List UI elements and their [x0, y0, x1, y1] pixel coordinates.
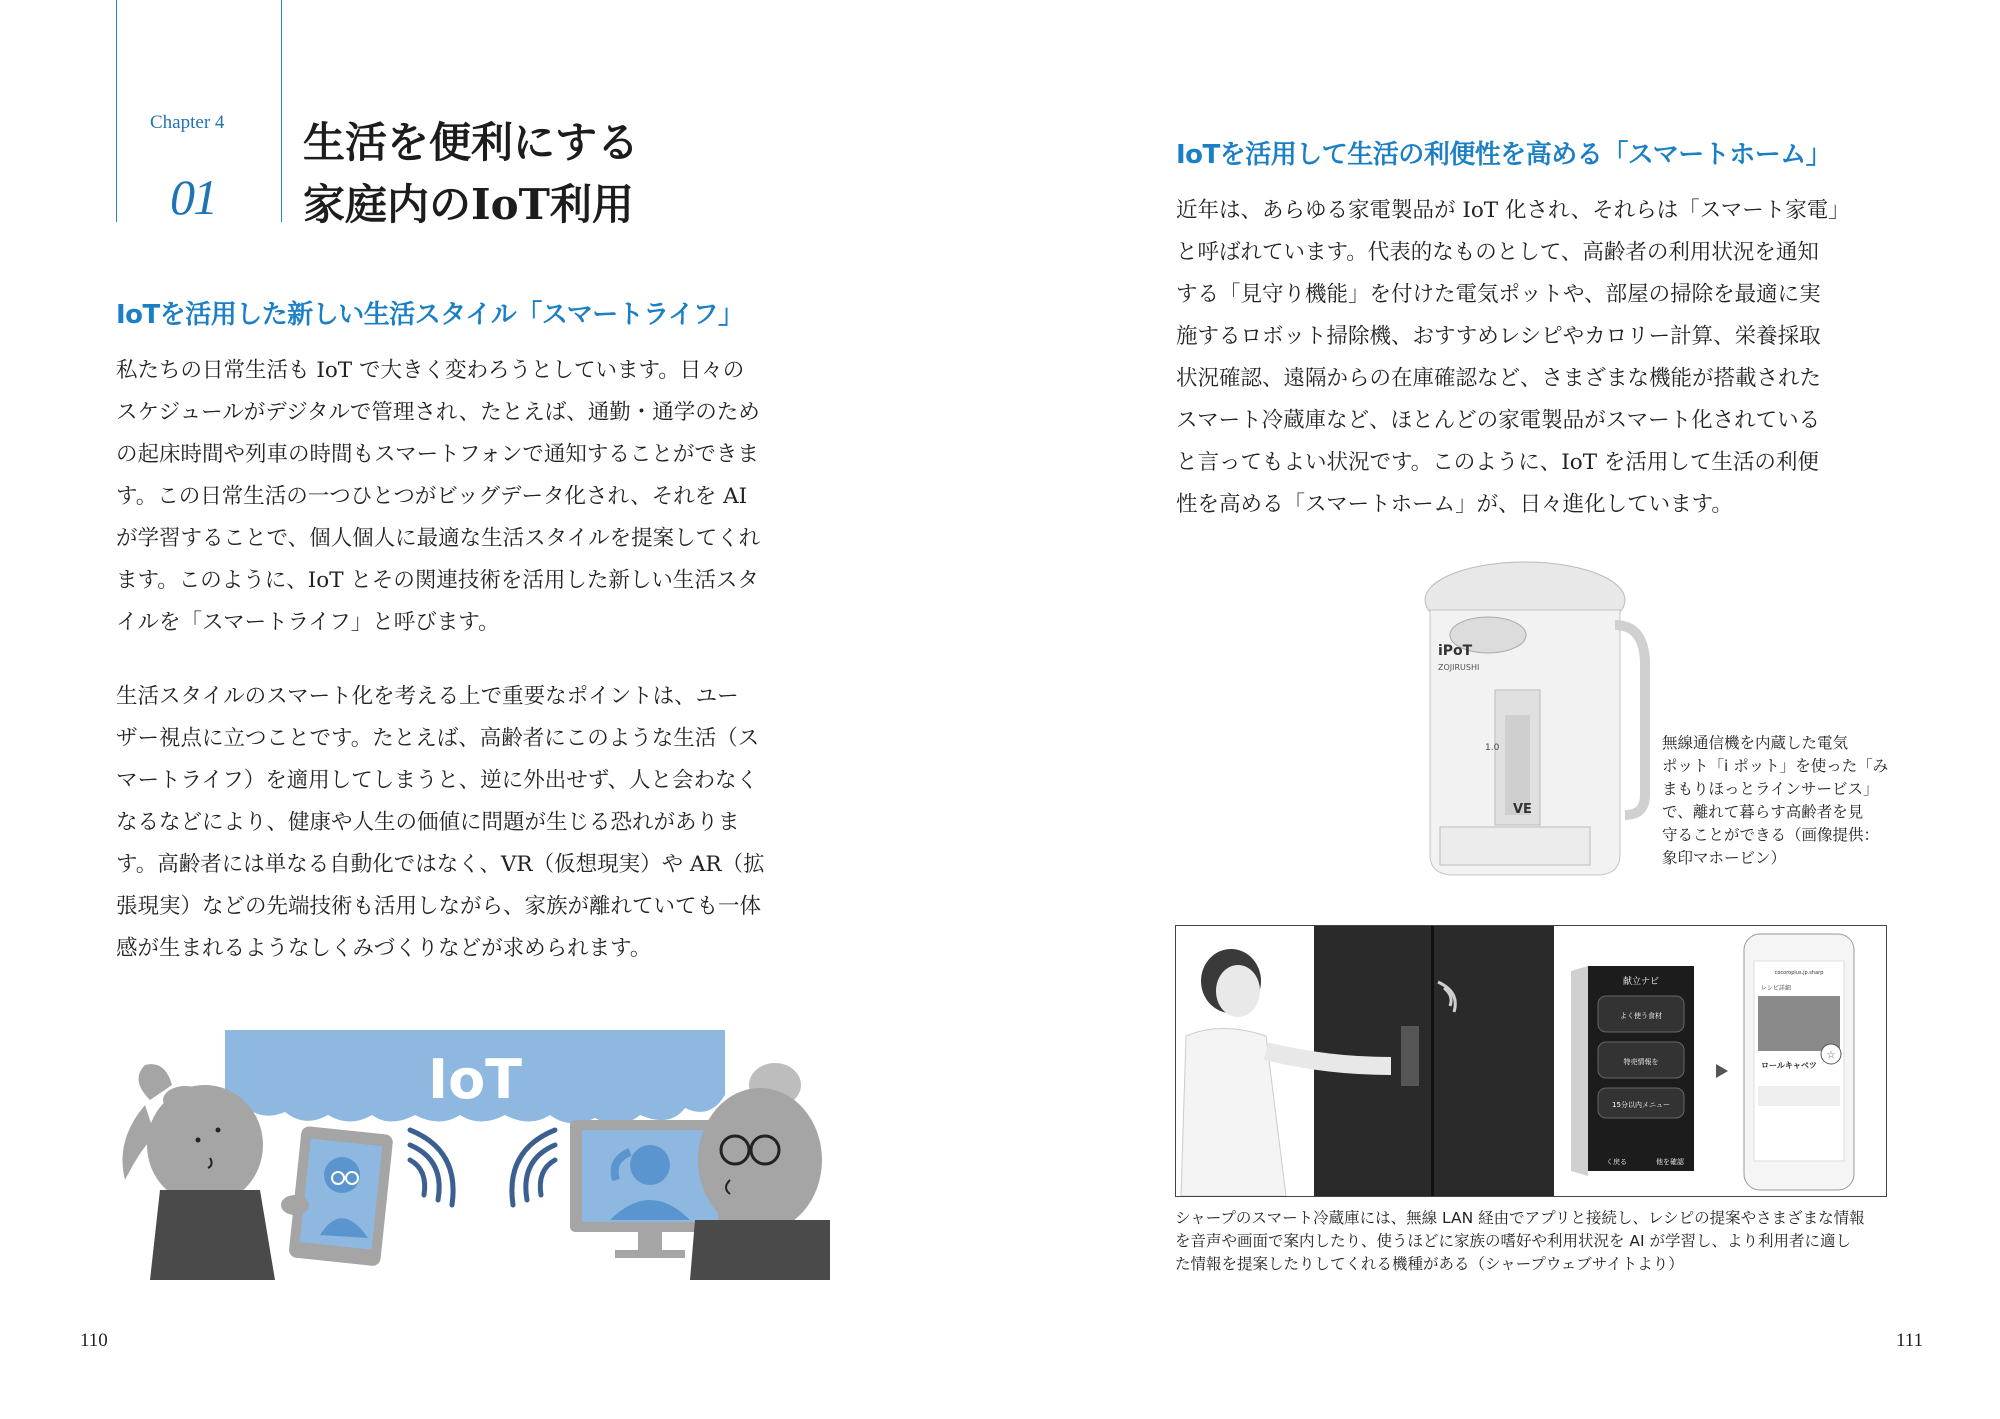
- menu-back: く戻る: [1606, 1158, 1627, 1166]
- chapter-rule-left: [116, 0, 117, 222]
- text-line: す。この日常生活の一つひとつがビッグデータ化され、それを AI: [116, 484, 748, 509]
- caption-line: 無線通信機を内蔵した電気: [1662, 734, 1849, 752]
- menu-confirm: 他を確認: [1656, 1158, 1684, 1166]
- text-line: ザー視点に立つことです。たとえば、高齢者にこのような生活（ス: [116, 726, 760, 751]
- chapter-title-line-2: 家庭内のIoT利用: [303, 180, 634, 229]
- text-line: スマート冷蔵庫など、ほとんどの家電製品がスマート化されている: [1176, 408, 1821, 433]
- text-line: 性を高める「スマートホーム」が、日々進化しています。: [1176, 492, 1733, 517]
- phone-food-photo: [1758, 996, 1840, 1051]
- paragraph-smart-life-2: [116, 676, 765, 970]
- caption-line: を音声や画面で案内したり、使うほどに家族の嗜好や利用状況を AI が学習し、より利用者に適し: [1175, 1232, 1852, 1250]
- section-heading-smart-life: IoTを活用した新しい生活スタイル「スマートライフ」: [116, 300, 744, 330]
- text-line: スケジュールがデジタルで管理され、たとえば、通勤・通学のため: [116, 400, 760, 425]
- caption-line: 象印マホービン）: [1662, 849, 1787, 867]
- text-line: 私たちの日常生活も IoT で大きく変わろうとしています。日々の: [116, 358, 745, 383]
- chapter-title: [303, 112, 639, 236]
- text-line: 張現実）などの先端技術も活用しながら、家族が離れていても一体: [116, 894, 762, 919]
- svg-text:特売情報を: 特売情報を: [1623, 1058, 1659, 1066]
- chapter-rule-right: [281, 0, 282, 222]
- svg-text:よく使う食材: よく使う食材: [1620, 1012, 1662, 1020]
- electric-pot-photo: [1410, 555, 1650, 885]
- caption-line: シャープのスマート冷蔵庫には、無線 LAN 経由でアプリと接続し、レシピの提案やさまざまな情報: [1175, 1209, 1865, 1227]
- wifi-signal-left-icon: [410, 1130, 453, 1205]
- text-line: と言ってもよい状況です。このように、IoT を活用して生活の利便: [1176, 450, 1819, 475]
- pot-caption: [1662, 732, 1888, 870]
- pot-ve-badge: VE: [1513, 802, 1532, 817]
- text-line: マートライフ）を適用してしまうと、逆に外出せず、人と会わなく: [116, 768, 758, 793]
- caption-line: 守ることができる（画像提供：: [1662, 826, 1880, 844]
- caption-line: ポット「i ポット」を使った「み: [1662, 757, 1889, 775]
- wifi-signal-right-icon: [512, 1130, 555, 1205]
- iot-family-illustration: [110, 1020, 830, 1280]
- right-page: [1000, 0, 2000, 1419]
- pot-brand-label: iPoT: [1438, 643, 1473, 659]
- paragraph-smart-life-1: [116, 350, 760, 644]
- page-number-left: 110: [80, 1330, 108, 1351]
- text-line: なるなどにより、健康や人生の価値に問題が生じる恐れがありま: [116, 810, 740, 835]
- caption-line: で、離れて暮らす高齢者を見: [1662, 803, 1864, 821]
- menu-title: 献立ナビ: [1622, 977, 1660, 987]
- caption-line: まもりほっとラインサービス」: [1662, 780, 1879, 798]
- text-line: の起床時間や列車の時間もスマートフォンで通知することができま: [116, 442, 759, 467]
- text-line: 近年は、あらゆる家電製品が IoT 化され、それらは「スマート家電」: [1176, 198, 1850, 223]
- text-line: イルを「スマートライフ」と呼びます。: [116, 610, 500, 635]
- phone-url: cocoroplus.jp.sharp: [1774, 970, 1824, 976]
- chapter-label: Chapter 4: [150, 112, 225, 133]
- page-number-right: 111: [1896, 1330, 1924, 1351]
- tablet-with-grandparent: [281, 1126, 394, 1267]
- text-line: と呼ばれています。代表的なものとして、高齢者の利用状況を通知: [1176, 240, 1819, 265]
- text-line: 生活スタイルのスマート化を考える上で重要なポイントは、ユー: [116, 684, 739, 709]
- smart-fridge-scene: [1176, 926, 1886, 1196]
- text-line: 施するロボット掃除機、おすすめレシピやカロリー計算、栄養採取: [1176, 324, 1821, 349]
- smart-fridge-photo: [1175, 925, 1887, 1197]
- paragraph-smart-home: [1176, 190, 1850, 526]
- phone-dish-name: ロールキャベツ: [1761, 1061, 1817, 1070]
- text-line: 状況確認、遠隔からの在庫確認など、さまざまな機能が搭載された: [1176, 366, 1822, 391]
- text-line: する「見守り機能」を付けた電気ポットや、部屋の掃除を最適に実: [1176, 282, 1821, 307]
- svg-text:☆: ☆: [1826, 1050, 1836, 1061]
- chapter-title-line-1: 生活を便利にする: [303, 118, 640, 167]
- text-line: 感が生まれるようなしくみづくりなどが求められます。: [116, 936, 652, 961]
- caption-line: た情報を提案したりしてくれる機種がある（シャープウェブサイトより）: [1175, 1255, 1684, 1273]
- phone-recipe-label: レシピ詳細: [1761, 985, 1791, 992]
- pot-maker-label: ZOJIRUSHI: [1438, 663, 1480, 672]
- text-line: ます。このように、IoT とその関連技術を活用した新しい生活スタ: [116, 568, 759, 593]
- text-line: す。高齢者には単なる自動化ではなく、VR（仮想現実）や AR（拡: [116, 852, 765, 877]
- iot-cloud-label: IoT: [427, 1048, 523, 1111]
- section-heading-smart-home: IoTを活用して生活の利便性を高める「スマートホーム」: [1176, 140, 1832, 170]
- chapter-number: 01: [170, 169, 216, 225]
- text-line: が学習することで、個人個人に最適な生活スタイルを提案してくれ: [116, 526, 761, 551]
- pot-level-label: 1.0: [1485, 743, 1500, 753]
- svg-text:15分以内メニュー: 15分以内メニュー: [1612, 1101, 1670, 1109]
- fridge-caption: [1175, 1207, 1865, 1276]
- fridge-panel: [1401, 1026, 1419, 1086]
